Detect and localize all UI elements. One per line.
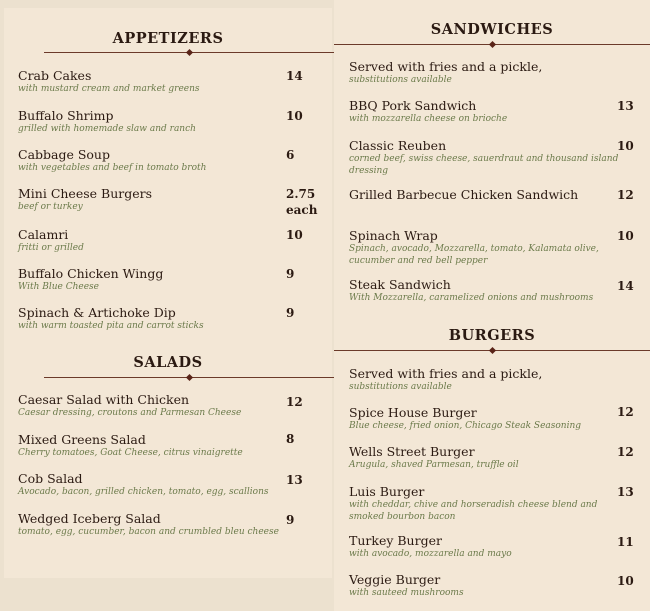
item-description: tomato, egg, cucumber, bacon and crumbled bleu cheese: [18, 527, 279, 537]
item-name: Mini Cheese Burgers: [18, 186, 153, 201]
menu-item-classic-reuben: [349, 138, 618, 177]
item-name: Cob Salad: [18, 471, 83, 486]
burgers-intro: [349, 366, 542, 394]
burgers-divider: [334, 348, 650, 354]
item-name: Classic Reuben: [349, 138, 447, 153]
item-name: Caesar Salad with Chicken: [18, 392, 190, 407]
item-description: With Mozzarella, caramelized onions and mushrooms: [349, 293, 594, 303]
menu-item-cob-salad: [18, 471, 269, 499]
item-description-cont: cucumber and red bell pepper: [349, 255, 488, 266]
item-price: 11: [617, 535, 634, 549]
item-price: 13: [617, 485, 634, 499]
item-price: 2.75: [286, 187, 316, 201]
item-name: Mixed Greens Salad: [18, 432, 146, 447]
item-description: With Blue Cheese: [18, 282, 99, 292]
item-name: Calamri: [18, 227, 69, 242]
menu-item-spinach-wrap: [349, 228, 599, 267]
item-description: Arugula, shaved Parmesan, truffle oil: [349, 460, 519, 470]
item-name: Wedged Iceberg Salad: [18, 511, 161, 526]
intro-note: substitutions available: [349, 75, 452, 85]
item-price: 9: [286, 306, 295, 320]
item-name: Grilled Barbecue Chicken Sandwich: [349, 187, 579, 202]
item-description: Blue cheese, fried onion, Chicago Steak Seasoning: [349, 421, 582, 431]
menu-item-wedged-iceberg-salad: [18, 511, 279, 539]
menu-item-grilled-barbecue-chicken-sandwich: [349, 187, 578, 202]
item-description: corned beef, swiss cheese, sauerdraut and thousand island: [349, 154, 619, 164]
burgers-heading: BURGERS: [448, 327, 536, 344]
item-name: Cabbage Soup: [18, 147, 110, 162]
item-description-cont: smoked bourbon bacon: [349, 511, 456, 522]
item-description: fritti or grilled: [18, 243, 84, 253]
item-description: beef or turkey: [18, 202, 83, 212]
intro-text: Served with fries and a pickle,: [349, 366, 543, 381]
menu-item-spinach-artichoke-dip: [18, 305, 204, 333]
menu-item-veggie-burger: [349, 572, 464, 600]
item-price: 14: [617, 279, 634, 293]
item-price: 13: [286, 473, 303, 487]
item-description: with mozzarella cheese on brioche: [349, 114, 508, 124]
salads-heading: SALADS: [133, 354, 203, 371]
left-menu-panel: [4, 8, 332, 578]
menu-item-steak-sandwich: [349, 277, 593, 305]
item-description: Avocado, bacon, grilled chicken, tomato, egg, scallions: [18, 487, 269, 497]
sandwiches-intro: [349, 59, 542, 87]
sandwiches-divider: [334, 42, 650, 48]
sandwiches-heading: SANDWICHES: [430, 21, 554, 38]
item-price: 10: [286, 109, 303, 123]
item-description: Spinach, avocado, Mozzarella, tomato, Kalamata olive,: [349, 244, 599, 254]
item-name: BBQ Pork Sandwich: [349, 98, 477, 113]
item-description: with warm toasted pita and carrot sticks: [18, 321, 204, 331]
item-price: 10: [617, 574, 634, 588]
item-price: 9: [286, 513, 295, 527]
item-price: 6: [286, 148, 295, 162]
menu-item-buffalo-chicken-wingg: [18, 266, 163, 294]
item-description: Cherry tomatoes, Goat Cheese, citrus vinaigrette: [18, 448, 243, 458]
appetizers-divider: [44, 50, 334, 56]
menu-item-mini-cheese-burgers: [18, 186, 152, 214]
item-description: with mustard cream and market greens: [18, 84, 200, 94]
intro-text: Served with fries and a pickle,: [349, 59, 543, 74]
appetizers-heading: APPETIZERS: [112, 30, 224, 47]
item-name: Spinach Wrap: [349, 228, 438, 243]
item-name: Veggie Burger: [349, 572, 441, 587]
item-price: 12: [617, 405, 634, 419]
item-description: with sauteed mushrooms: [349, 588, 464, 598]
item-price: 14: [286, 69, 303, 83]
item-price: 8: [286, 432, 295, 446]
item-price: 13: [617, 99, 634, 113]
item-description: with cheddar, chive and horseradish cheese blend and: [349, 500, 598, 510]
item-description: with vegetables and beef in tomato broth: [18, 163, 207, 173]
right-menu-panel: [334, 0, 650, 611]
item-name: Steak Sandwich: [349, 277, 451, 292]
item-name: Wells Street Burger: [349, 444, 475, 459]
item-price: 10: [617, 139, 634, 153]
intro-note: substitutions available: [349, 382, 452, 392]
item-description-cont: dressing: [349, 165, 389, 176]
menu-item-crab-cakes: [18, 68, 200, 96]
item-name: Spinach & Artichoke Dip: [18, 305, 176, 320]
menu-item-calamri: [18, 227, 84, 255]
item-price: 9: [286, 267, 295, 281]
item-name: Spice House Burger: [349, 405, 477, 420]
menu-item-luis-burger: [349, 484, 597, 523]
item-description: with avocado, mozzarella and mayo: [349, 549, 512, 559]
menu-item-spice-house-burger: [349, 405, 581, 433]
item-price: 10: [617, 229, 634, 243]
item-price: 12: [617, 188, 634, 202]
item-price-unit: each: [286, 203, 318, 217]
item-name: Turkey Burger: [349, 533, 442, 548]
item-name: Crab Cakes: [18, 68, 92, 83]
item-price: 10: [286, 228, 303, 242]
menu-item-wells-street-burger: [349, 444, 519, 472]
menu-item-turkey-burger: [349, 533, 512, 561]
menu-item-caesar-salad: [18, 392, 241, 420]
item-name: Luis Burger: [349, 484, 425, 499]
menu-item-mixed-greens-salad: [18, 432, 243, 460]
salads-divider: [44, 375, 334, 381]
menu-item-bbq-pork-sandwich: [349, 98, 507, 126]
menu-item-cabbage-soup: [18, 147, 206, 175]
item-description: grilled with homemade slaw and ranch: [18, 124, 196, 134]
menu-item-buffalo-shrimp: [18, 108, 196, 136]
item-price: 12: [617, 445, 634, 459]
item-name: Buffalo Shrimp: [18, 108, 114, 123]
item-price: 12: [286, 395, 303, 409]
item-name: Buffalo Chicken Wingg: [18, 266, 164, 281]
item-description: Caesar dressing, croutons and Parmesan Cheese: [18, 408, 242, 418]
